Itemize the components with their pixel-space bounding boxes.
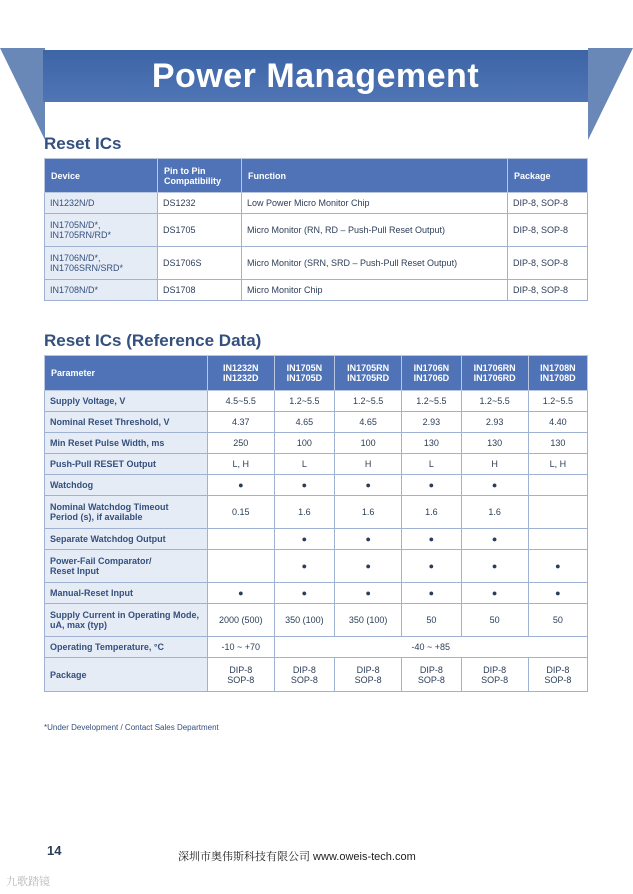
value-cell: L (402, 454, 461, 475)
value-cell: 2.93 (461, 412, 528, 433)
value-cell: 4.37 (208, 412, 275, 433)
value-cell: ● (528, 550, 587, 583)
value-cell: H (335, 454, 402, 475)
header-function: Function (242, 159, 508, 193)
table-header-row (45, 356, 588, 391)
title-banner (0, 48, 633, 140)
compat-cell: DS1706S (158, 247, 242, 280)
value-cell: ● (274, 583, 334, 604)
param-label: Separate Watchdog Output (45, 529, 208, 550)
value-cell: ● (335, 550, 402, 583)
value-cell: ● (402, 475, 461, 496)
value-cell: ● (335, 583, 402, 604)
value-cell: 100 (274, 433, 334, 454)
header-in1706r: IN1706RN IN1706RD (461, 356, 528, 391)
table-row (45, 214, 588, 247)
package-cell: DIP-8, SOP-8 (508, 247, 588, 280)
table-row (45, 637, 588, 658)
value-cell: 2.93 (402, 412, 461, 433)
table-row (45, 193, 588, 214)
value-cell: 50 (402, 604, 461, 637)
value-cell: 1.6 (402, 496, 461, 529)
function-cell: Micro Monitor Chip (242, 280, 508, 301)
value-cell: DIP-8 SOP-8 (274, 658, 334, 692)
table-row (45, 529, 588, 550)
value-cell: ● (461, 475, 528, 496)
table-row (45, 604, 588, 637)
value-cell: 0.15 (208, 496, 275, 529)
value-cell: 4.5~5.5 (208, 391, 275, 412)
value-cell: ● (528, 583, 587, 604)
value-cell (208, 529, 275, 550)
package-cell: DIP-8, SOP-8 (508, 214, 588, 247)
param-label: Nominal Reset Threshold, V (45, 412, 208, 433)
param-label: Min Reset Pulse Width, ms (45, 433, 208, 454)
value-cell: ● (208, 583, 275, 604)
value-cell: 1.6 (335, 496, 402, 529)
section-heading-reference-data: Reset ICs (Reference Data) (44, 331, 262, 350)
watermark: 九歌踏镜 (6, 876, 50, 888)
header-in1708: IN1708N IN1708D (528, 356, 587, 391)
value-cell: 100 (335, 433, 402, 454)
param-label: Package (45, 658, 208, 692)
page-title: Power Management (43, 50, 588, 102)
value-cell: DIP-8 SOP-8 (335, 658, 402, 692)
table-row (45, 412, 588, 433)
reset-ics-table (44, 158, 588, 301)
header-device: Device (45, 159, 158, 193)
table-row (45, 433, 588, 454)
param-label: Push-Pull RESET Output (45, 454, 208, 475)
table-row (45, 475, 588, 496)
package-cell: DIP-8, SOP-8 (508, 280, 588, 301)
compat-cell: DS1232 (158, 193, 242, 214)
value-cell: DIP-8 SOP-8 (402, 658, 461, 692)
section-heading-reset-ics: Reset ICs (44, 134, 122, 153)
device-cell: IN1706N/D*, IN1706SRN/SRD* (45, 247, 158, 280)
value-cell: 1.2~5.5 (461, 391, 528, 412)
header-parameter: Parameter (45, 356, 208, 391)
param-label: Supply Voltage, V (45, 391, 208, 412)
value-cell: ● (335, 475, 402, 496)
table-header-row (45, 159, 588, 193)
value-cell: 4.65 (274, 412, 334, 433)
compat-cell: DS1708 (158, 280, 242, 301)
param-label: Manual-Reset Input (45, 583, 208, 604)
value-cell: H (461, 454, 528, 475)
value-cell: 250 (208, 433, 275, 454)
value-cell: 130 (528, 433, 587, 454)
table-row (45, 583, 588, 604)
table-row (45, 247, 588, 280)
value-cell: L (274, 454, 334, 475)
value-cell: ● (335, 529, 402, 550)
function-cell: Micro Monitor (RN, RD – Push-Pull Reset Output) (242, 214, 508, 247)
value-cell: 350 (100) (274, 604, 334, 637)
table-row (45, 658, 588, 692)
compat-cell: DS1705 (158, 214, 242, 247)
banner-left-wing (0, 48, 45, 140)
param-label: Watchdog (45, 475, 208, 496)
package-cell: DIP-8, SOP-8 (508, 193, 588, 214)
value-cell: DIP-8 SOP-8 (208, 658, 275, 692)
param-label: Nominal Watchdog Timeout Period (s), if available (45, 496, 208, 529)
value-cell: -10 ~ +70 (208, 637, 275, 658)
header-in1705r: IN1705RN IN1705RD (335, 356, 402, 391)
footer-company: 深圳市奥伟斯科技有限公司 www.oweis-tech.com (178, 851, 416, 863)
value-cell (208, 550, 275, 583)
value-cell: ● (208, 475, 275, 496)
value-cell: 130 (402, 433, 461, 454)
device-cell: IN1232N/D (45, 193, 158, 214)
param-label: Power-Fail Comparator/ Reset Input (45, 550, 208, 583)
table-row (45, 391, 588, 412)
value-cell (528, 529, 587, 550)
header-in1705: IN1705N IN1705D (274, 356, 334, 391)
value-cell: ● (274, 529, 334, 550)
value-cell: 350 (100) (335, 604, 402, 637)
value-cell: ● (402, 529, 461, 550)
value-cell: 2000 (500) (208, 604, 275, 637)
value-cell: 1.2~5.5 (274, 391, 334, 412)
value-cell: ● (274, 475, 334, 496)
device-cell: IN1708N/D* (45, 280, 158, 301)
table-row (45, 280, 588, 301)
value-cell: L, H (528, 454, 587, 475)
param-label: Operating Temperature, °C (45, 637, 208, 658)
table-row (45, 550, 588, 583)
value-cell: ● (461, 550, 528, 583)
header-pin-compat: Pin to Pin Compatibility (158, 159, 242, 193)
device-cell: IN1705N/D*, IN1705RN/RD* (45, 214, 158, 247)
table-row (45, 454, 588, 475)
value-cell: DIP-8 SOP-8 (528, 658, 587, 692)
value-cell: 1.6 (274, 496, 334, 529)
value-cell (528, 475, 587, 496)
header-in1232: IN1232N IN1232D (208, 356, 275, 391)
header-in1706: IN1706N IN1706D (402, 356, 461, 391)
table-row (45, 496, 588, 529)
function-cell: Micro Monitor (SRN, SRD – Push-Pull Reset Output) (242, 247, 508, 280)
value-cell: 1.2~5.5 (528, 391, 587, 412)
header-package: Package (508, 159, 588, 193)
value-cell: ● (461, 529, 528, 550)
page-number: 14 (47, 843, 62, 858)
value-cell: ● (274, 550, 334, 583)
value-cell: ● (402, 550, 461, 583)
value-cell: ● (402, 583, 461, 604)
reference-data-table (44, 355, 588, 692)
value-cell: 1.2~5.5 (402, 391, 461, 412)
value-cell: 1.6 (461, 496, 528, 529)
function-cell: Low Power Micro Monitor Chip (242, 193, 508, 214)
param-label: Supply Current in Operating Mode, uA, max (typ) (45, 604, 208, 637)
value-cell: ● (461, 583, 528, 604)
value-cell: 4.65 (335, 412, 402, 433)
footnote: *Under Development / Contact Sales Department (44, 723, 219, 732)
value-cell: 50 (461, 604, 528, 637)
value-cell: 50 (528, 604, 587, 637)
value-cell-merged: -40 ~ +85 (274, 637, 587, 658)
value-cell: L, H (208, 454, 275, 475)
value-cell: DIP-8 SOP-8 (461, 658, 528, 692)
value-cell: 130 (461, 433, 528, 454)
value-cell: 4.40 (528, 412, 587, 433)
banner-right-wing (588, 48, 633, 140)
value-cell (528, 496, 587, 529)
value-cell: 1.2~5.5 (335, 391, 402, 412)
